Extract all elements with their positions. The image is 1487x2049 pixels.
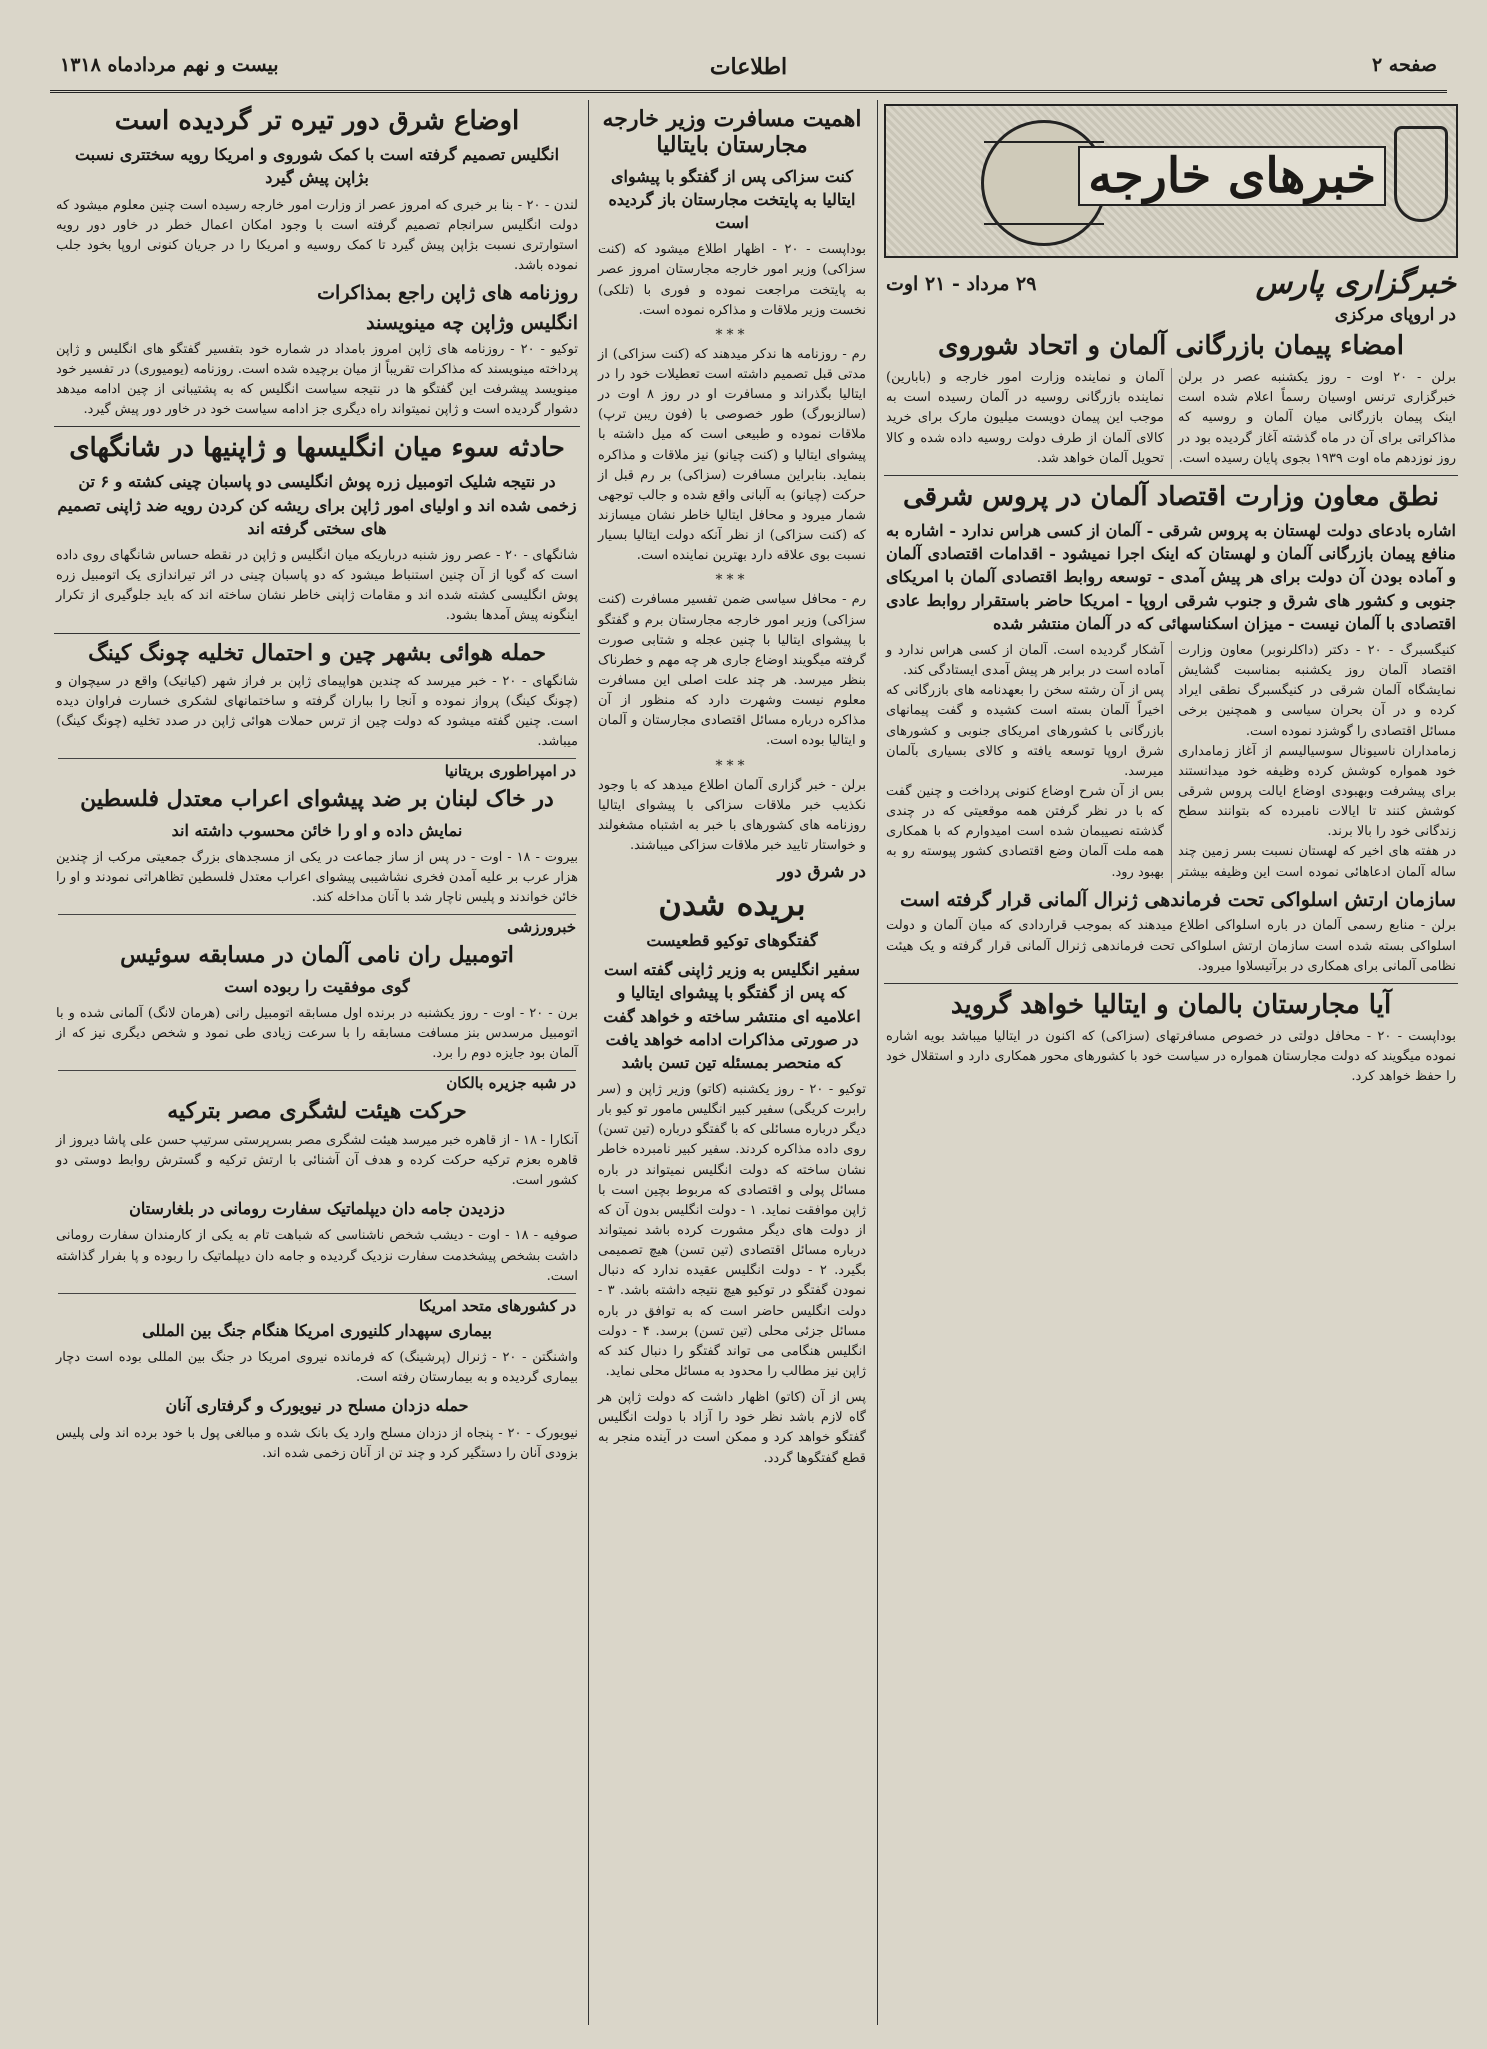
article-body — [886, 368, 1456, 469]
page-header — [50, 48, 1447, 93]
headline: اهمیت مسافرت وزیر خارجه مجارستان بایتالیا — [602, 106, 862, 159]
section-label: خبرورزشی — [58, 914, 576, 936]
article-body — [886, 641, 1456, 883]
headline: امضاء پیمان بازرگانی آلمان و اتحاد شوروی — [938, 331, 1404, 361]
column-hungary — [592, 100, 872, 2029]
paragraph: لندن - ۲۰ - بنا بر خبری که امروز عصر از وزارت امور خارجه رسیده است چنین معلوم میشود که دولت انگلیس سرانجام تصمیم گرفته است با وجود امکان اعمال خطر در خاور دور رویه استوارتری نسبت بژاپن پیش گیرد تا کمک روسیه و امریکا را در جریان کنونی اروپا بخود جلب نموده باشد. — [56, 197, 578, 273]
subheadline: روزنامه های ژاپن راجع بمذاکرات — [317, 282, 578, 305]
paragraph: برلن - منابع رسمی آلمان در باره اسلواکی اطلاع میدهند که بموجب قراردادی که میان آلمان و دولت اسلواکی بسته شده است سازمان ارتش اسلواکی تحت فرماندهی ژنرال آلمانی قرار گرفته و یک هیئت نظامی آلمانی برای همکاری در برآتیسلاوا میرود. — [886, 918, 1456, 974]
paragraph: توکیو - ۲۰ - روز یکشنبه (کاتو) وزیر ژاپن و (سر رابرت کریگی) سفیر کبیر انگلیس مامور تو کیو بار دیگر درباره مسائلی که با گفتگو درباره (تین تسن) روی داده مذاکره کردند. سفیر کبیر نامبرده خاطر نشان ساخته که دولت انگلیس نمیتواند در باره مسائل پولی و اقتصادی که مربوط بچین است با ژاپن موافقت نماید. ۱ - دولت انگلیس بدون آن که از دولت های دیگر مشورت کرده باشد نمیتواند درباره مسائل اقتصادی (تین تسن) هیچ تصمیمی بگیرد. ۲ - دولت انگلیس عقیده ندارد که دنبال نمودن گفتگو در توکیو هیچ نتیجه داشته باشد. ۳ - دولت انگلیس حاضر است که به توافق در باره مسائل جزئی محلی (تین تسن) برسد. ۴ - دولت انگلیس هنگامی می تواند گفتگو را دنبال کند که ژاپن نیز مطالب را محدود به مسائل محلی نماید. — [598, 1082, 866, 1380]
subheadline: کنت سزاکی پس از گفتگو با پیشوای ایتالیا به پایتخت مجارستان باز گردیده است — [608, 166, 856, 233]
gramophone-icon — [1394, 126, 1448, 222]
paragraph: بس از آن شرح اوضاع کنونی پرداخت و چنین گفت که با در نظر گرفتن همه موقعیتی که در چندی گذشته نصیبمان شده است امیدوارم که با همکاری همه ملت آلمان وضع اقتصادی کشور پیوسته رو به بهبود رود. — [886, 784, 1164, 880]
paragraph: رم - روزنامه ها ندکر میدهند که (کنت سزاکی) از مدتی قبل تصمیم داشته است تعطیلات خود را در ایتالیا بگذراند و مسافرت او در روز ۸ اوت در (سالزبورگ) طور خصوصی با (فون ریبن ترپ) ملاقات نموده و طبیعی است که میل داشته با پیشوای ایتالیا و (کنت چیانو) نیز ملاقات و مذاکره بنماید. بنابراین مسافرت (سزاکی) بر رم قبل از حرکت (چیانو) به آلبانی واقع شده و جالب توجهی شمار میرود و محافل ایتالیا خاطر نشان میسازند که (کنت سزاکی) از نظر آنکه دولت ایتالیا بسیار نسبت بوی علاقه دارد بهترین نماینده است. — [598, 346, 866, 564]
paragraph: پس از آن (کاتو) اظهار داشت که دولت ژاپن هر گاه لازم باشد نظر خود را آزاد با دولت انگلیس گفتگو خواهد کرد و ممکن است در آینده منجر به قطع گفتگوها گردد. — [598, 1390, 866, 1466]
paragraph: بوداپست - ۲۰ - اظهار اطلاع میشود که (کنت سزاکی) وزیر امور خارجه مجارستان امروز عصر به پایتخت مراجعت نموده و فوری با (تلکی) نخست وزیر ملاقات و مذاکره نموده است. — [598, 242, 867, 318]
divider — [884, 983, 1458, 984]
paragraph: نیویورک - ۲۰ - پنجاه از دزدان مسلح وارد یک بانک شده و مبالغی پول با خود برده اند ولی پلیس بزودی آنان را دستگیر کرد و چند تن از آنان زخمی شده اند. — [56, 1425, 578, 1461]
agency-name: خبرگزاری پارس — [1255, 266, 1456, 301]
headline: بریده شدن — [658, 885, 806, 924]
kicker: در شرق دور — [777, 862, 866, 883]
headline: نطق معاون وزارت اقتصاد آلمان در پروس شرقی — [903, 481, 1439, 512]
paragraph: توکیو - ۲۰ - روزنامه های ژاپن امروز بامداد در شماره خود بتفسیر گفتگو های انگلیس و ژاپن پرداخته مینویسند که مذاکرات تقریباً از میان برچیده شده است. روزنامه (یومیوری) در تفسیر خود مینویسد پیشرفت این گفتگو ها در نتیجه سیاست انگلیس که به پشتیبانی از چین ادامه میدهد دشوار گردیده است و ژاپن نمیتواند راه دیگری جز ادامه سیاست خود در خاور دور پیش گیرد. — [56, 341, 579, 418]
divider — [884, 475, 1458, 476]
paragraph: زمامداران ناسیونال سوسیالیسم از آغاز زمامداری خود همواره کوشش کرده وظیفه خود میدانستند برای پیشرفت وبهبودی اوضاع ایالت پروس شرقی کوشش کنند تا ایالات نامبرده که بتوانند سطح زندگانی خود را بالا برند. — [1178, 743, 1456, 840]
paragraph: در هفته های اخیر که لهستان نسبت بسر زمین چند ساله آلمان ادعاهائی نموده است این وظیفه بیشتر آشکار گردیده است. آلمان از کسی هراس ندارد و آماده است در برابر هر پیش آمدی ایستادگی کند. — [886, 643, 1456, 880]
paragraph: آلمان و نماینده وزارت امور خارجه و (بابارین) نماینده بازرگانی روسیه در آلمان رسیده است به موجب این پیمان دویست میلیون مارک برای خرید کالای آلمان از طرف دولت روسیه داده شده و کالا تحویل آلمان خواهد شد. — [886, 370, 1164, 466]
column-rule — [877, 100, 878, 2025]
paragraph: برن - ۲۰ - اوت - روز یکشنبه در برنده اول مسابقه اتومبیل رانی (هرمان لانگ) آلمانی شده و با اتومبیل مرسدس بنز مسافت مسابقه را با سرعت زیادی طی نمود و شخص دیگری نیز که از آلمان بود جایزه دوم را برد. — [56, 1006, 579, 1062]
stars-separator: *** — [715, 757, 749, 774]
subheadline: گفتگوهای توکیو قطعیست — [646, 930, 818, 950]
paragraph: پس از آن رشته سخن را بعهدنامه های بازرگانی که اخیراً آلمان بسته است کشیده و گفت پیمانهای بازرگانی با کشورهای امریکای جنوبی و کشورهای شرق اروپا توسعه یافته و کالای بسیاری بآلمان میرسد. — [886, 683, 1164, 779]
subheadline: نمایش داده و او را خائن محسوب داشته اند — [171, 820, 463, 840]
column-foreign-news — [880, 100, 1462, 2029]
headline: حادثه سوء میان انگلیسها و ژاپنیها در شانگهای — [69, 433, 565, 464]
paragraph: رم - محافل سیاسی ضمن تفسیر مسافرت (کنت سزاکی) وزیر امور خارجه مجارستان برم و گفتگو با پیشوای ایتالیا با چنین عجله و شتابی صورت گرفته میگویند اوضاع جاری هر چه مهم و خطرناک بنظر میرسد. هر چند علت اصلی این مسافرت معلوم نیست وشهرت دارد که منظور از آن مذاکره درباره مسائل اقتصادی مجارستان و آلمان و ایتالیا بوده است. — [598, 592, 866, 749]
subheadline: انگلیس تصمیم گرفته است با کمک شوروی و امریکا رویه سختتری نسبت بژاپن پیش گیرد — [74, 145, 560, 188]
agency-date: ۲۹ مرداد - ۲۱ اوت — [886, 272, 1037, 295]
section-label: در امپراطوری بریتانیا — [58, 758, 576, 780]
subheadline: گوی موفقیت را ربوده است — [224, 976, 410, 996]
subheadline: بیماری سپهدار کلنیوری امریکا هنگام جنگ بین المللی — [142, 1320, 492, 1340]
newspaper-name: اطلاعات — [709, 54, 788, 80]
headline: اوضاع شرق دور تیره تر گردیده است — [114, 106, 520, 136]
agency-line — [886, 266, 1456, 301]
paragraph: آنکارا - ۱۸ - از قاهره خبر میرسد هیئت لشگری مصر بسرپرستی سرتیپ حسن علی پاشا دیروز از قاهره بعزم ترکیه حرکت کرده و هدف آن آشنائی با ارتش ترکیه و گسترش روابط دوستی دو کشور است. — [56, 1132, 578, 1189]
paragraph: برلن - خبر گزاری آلمان اطلاع میدهد که با وجود نکذیب خبر ملاقات سزاکی با پیشوای ایتالیا روزنامه های کشورهای با خبر به اشتباه مشغولند و خواستار تایید خبر ملاقات سزاکی میباشند. — [598, 777, 866, 853]
stars-separator: *** — [715, 572, 749, 589]
paragraph: شانگهای - ۲۰ - خبر میرسد که چندین هواپیمای ژاپن بر فراز شهر (کیانیک) واقع در سیچوان و (چونگ کینگ) پرواز نموده و آنجا را بباران گرفته و ساختمانهای لشکری خسارت فراوان دیده است. چنین گفته میشود که دولت چین از ترس حملات هوائی ژاپن در صدد تخلیه (چونگ کینگ) میباشد. — [56, 673, 578, 750]
section-label: در شبه جزیره بالکان — [58, 1070, 576, 1092]
paragraph: شانگهای - ۲۰ - عصر روز شنبه درباریکه میان انگلیس و ژاپن در نقطه حساس شانگهای روی داده است که گویا از آن چنین استنباط میشود که دو پاسبان چینی در اثر تیراندازی یک اتومبیل زره پوش انگلیسی کشته شده اند و مقامات ژاپنی خاطر نشان ساخته اند که باید جلوگیری از تکرار اینگونه پیش آمدها بشود. — [56, 547, 579, 624]
paragraph: کنیگسبرگ - ۲۰ - دکتر (داکلرنوبر) معاون وزارت اقتصاد آلمان روز یکشنبه بمناسبت گشایش نمایشگاه آلمان شرقی در کنیگسبرگ نطقی ایراد کرده و در آن بحران سیاسی و همچنین برخی مسائل اقتصادی را گوشزد نموده است. — [1178, 643, 1456, 739]
headline: حمله هوائی بشهر چین و احتمال تخلیه چونگ کینگ — [88, 639, 546, 666]
issue-date: بیست و نهم مردادماه ۱۳۱۸ — [60, 54, 279, 76]
paragraph: واشنگتن - ۲۰ - ژنرال (پرشینگ) که فرمانده نیروی امریکا در جنگ بین المللی بوده است دچار بیماری گردیده و به بیمارستان رفته است. — [56, 1350, 578, 1386]
paragraph: برلن - ۲۰ اوت - روز یکشنبه عصر در برلن خبرگزاری ترنس اوسیان رسماً اعلام شده است اینک پیمان بازرگانی میان آلمان و روسیه که مذاکراتی برای آن در ماه گذشته آغاز گردیده بود در روز نوزدهم ماه اوت ۱۹۳۹ بجوی پایان رسیده است. — [1178, 370, 1456, 466]
foreign-news-banner — [884, 104, 1458, 258]
subheadline: در نتیجه شلیک اتومبیل زره پوش انگلیسی دو پاسبان چینی کشته و ۶ تن زخمی شده اند و اولیای امور ژاپن برای ریشه کن کردن رویه ضد ژاپنی تصمیم های سختی گرفته اند — [57, 472, 577, 538]
column-far-east — [50, 100, 584, 2029]
paragraph: بوداپست - ۲۰ - محافل دولتی در خصوص مسافرتهای (سزاکی) که اکنون در ایتالیا میباشد بویه اشاره نموده میگویند که دولت مجارستان همواره در سیاست خود با کشورهای محور همکاری دارد و استقلال خود را حفظ خواهد کرد. — [886, 1029, 1456, 1085]
paragraph: صوفیه - ۱۸ - اوت - دیشب شخص ناشناسی که شباهت تام به یکی از کارمندان سفارت رومانی داشت بشخص پیشخدمت سفارت نزدیک گردیده و جامه دان دیپلماتیک را ربوده و پا بفرار گذاشته است. — [56, 1228, 578, 1284]
subheadline: انگلیس وژاپن چه مینویسند — [366, 311, 578, 334]
subheadline: حمله دزدان مسلح در نیویورک و گرفتاری آنان — [165, 1396, 469, 1416]
headline: سازمان ارتش اسلواکی تحت فرماندهی ژنرال آلمانی قرار گرفته است — [899, 888, 1456, 911]
stars-separator: *** — [715, 326, 749, 343]
kicker: در اروپای مرکزی — [1334, 305, 1456, 325]
headline: آیا مجارستان بالمان و ایتالیا خواهد گروید — [950, 989, 1392, 1020]
headline: اتومبیل ران نامی آلمان در مسابقه سوئیس — [120, 942, 514, 969]
headline: در خاک لبنان بر ضد پیشوای اعراب معتدل فلسطین — [80, 786, 554, 813]
subheadline: اشاره بادعای دولت لهستان به پروس شرقی - آلمان از کسی هراس ندارد - اشاره به منافع پیمان بازرگانی آلمان و لهستان که اینک اجرا نمیشود - اقدامات اقتصادی آلمان و آماده بودن آن دولت برای هر پیش آمدی - توسعه روابط اقتصادی آلمان با امریکای جنوبی و کشور های شرق و جنوب شرقی اروپا - امریکا حاضر باستقرار روابط عادی اقتصادی با آلمان نیست - میزان اسکناسهائی که در آلمان منتشر شده — [886, 521, 1457, 633]
page-number: صفحه ۲ — [1371, 54, 1437, 76]
column-rule — [588, 100, 589, 2025]
subheadline: دزدیدن جامه دان دیپلماتیک سفارت رومانی در بلغارستان — [129, 1199, 505, 1219]
subheadline: سفیر انگلیس به وزیر ژاپنی گفته است که پس از گفتگو با پیشوای ایتالیا و اعلامیه ای منتشر ساخته و خواهد گفت در صورتی مذاکرات ادامه خواهد یافت که منحصر بمسئله تین تسن باشد — [603, 960, 861, 1072]
divider — [54, 633, 580, 634]
section-label: در کشورهای متحد امریکا — [58, 1293, 576, 1315]
headline: حرکت هیئت لشگری مصر بترکیه — [167, 1098, 467, 1125]
divider — [54, 426, 580, 427]
banner-title: خبرهای خارجه — [1078, 146, 1386, 206]
paragraph: بیروت - ۱۸ - اوت - در پس از ساز جماعت در یکی از مسجدهای بزرگ جمعیتی مرکب از چندین هزار عرب بر علیه آمدن فخری نشاشیبی پیشوای اعراب معتدل فلسطین تظاهراتی نمودند و او را خائن خواندند و پلیس ناچار شد با آنان مداخله کند. — [56, 850, 578, 906]
